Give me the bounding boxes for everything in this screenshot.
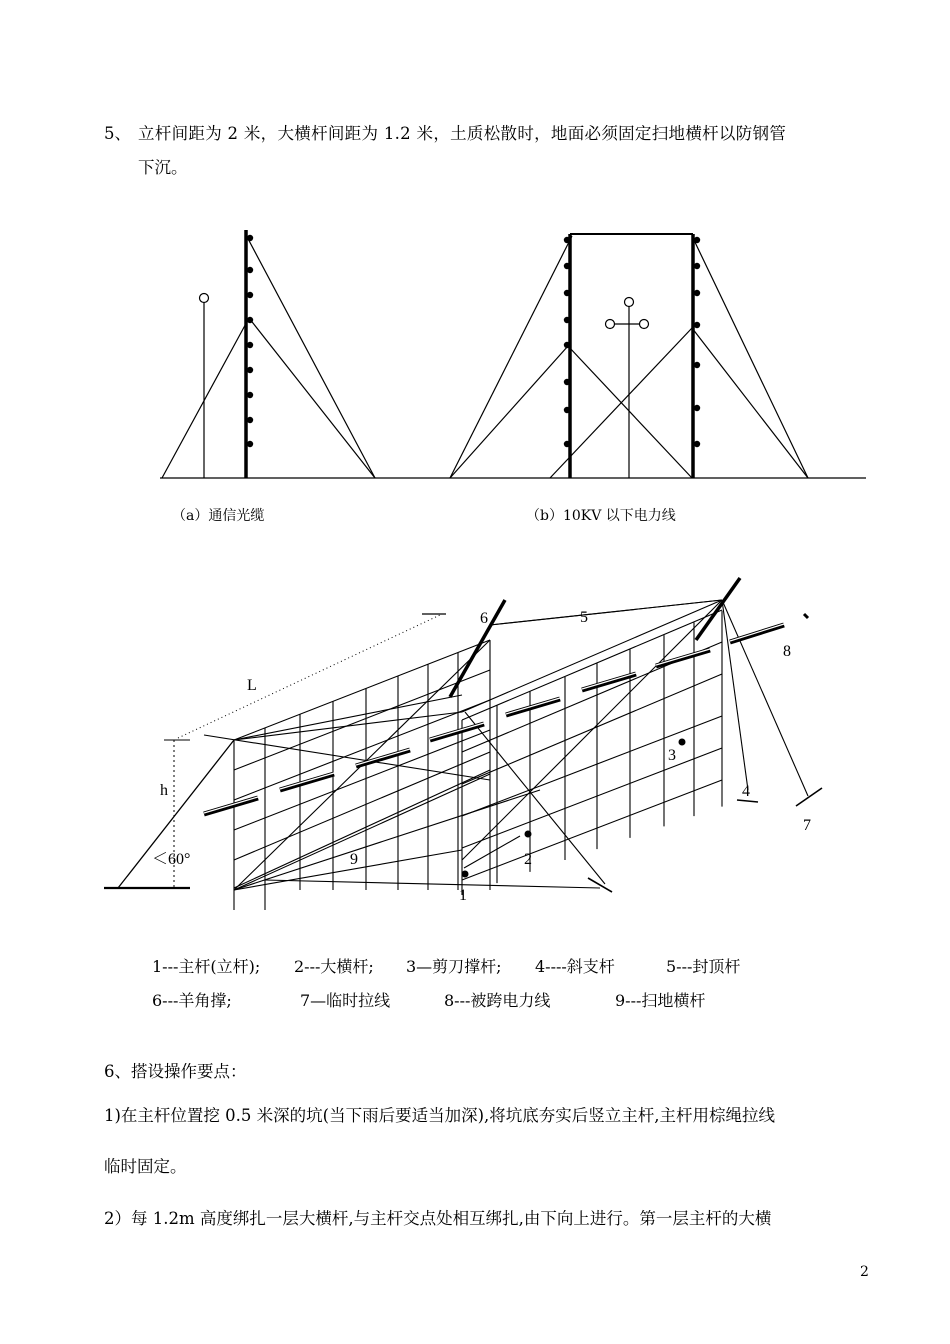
power-line-8-highlight — [582, 673, 636, 689]
goat-horn-brace-6 — [450, 600, 505, 697]
node-dot — [679, 739, 686, 746]
power-line-end — [804, 614, 808, 618]
ledger-bar — [234, 770, 490, 888]
brace-bar — [464, 836, 520, 868]
ledger-bar — [234, 774, 490, 890]
power-line-8-highlight — [356, 749, 410, 765]
label-n9: 9 — [350, 851, 358, 868]
power-line-8-highlight — [204, 797, 258, 813]
brace-bar — [234, 790, 540, 890]
power-line-8 — [506, 699, 560, 715]
anchor-stub — [737, 800, 758, 802]
power-line-8 — [204, 798, 258, 814]
section5-line1: 立杆间距为 2 米，大横杆间距为 1.2 米，土质松散时，地面必须固定扫地横杆以防钢管 — [138, 124, 787, 143]
legend-1: 1---主杆(立杆); — [152, 957, 261, 976]
section6-item1-line2: 临时固定。 — [104, 1157, 187, 1176]
node-dot — [462, 871, 469, 878]
caption-a: （a）通信光缆 — [172, 508, 265, 524]
power-line-8-highlight — [280, 773, 334, 789]
page-number: 2 — [860, 1264, 869, 1280]
legend-2: 2---大横杆; — [294, 957, 374, 976]
power-line-8 — [730, 625, 784, 642]
ledger-bar — [462, 610, 722, 720]
legend-8: 8---被跨电力线 — [444, 991, 551, 1010]
anchor-stub — [796, 788, 822, 806]
label-n8: 8 — [783, 643, 791, 660]
node-dot — [525, 831, 532, 838]
label-n1: 1 — [459, 887, 467, 904]
scissor-brace — [462, 600, 722, 860]
power-line-8 — [280, 774, 334, 790]
label-n5: 5 — [580, 609, 588, 626]
section5-line2: 下沉。 — [138, 158, 188, 177]
power-line-8-highlight — [730, 624, 784, 641]
section5-number: 5、 — [104, 124, 131, 143]
power-line-8 — [430, 724, 484, 740]
legend-3: 3—剪刀撑杆; — [406, 957, 502, 976]
label-n3: 3 — [668, 747, 676, 764]
label-n4: 4 — [742, 783, 750, 800]
brace-bar — [204, 735, 490, 780]
ledger-bar — [462, 716, 722, 816]
legend-9: 9---扫地横杆 — [615, 991, 706, 1010]
ledger-bar — [234, 752, 490, 860]
label-n2: 2 — [524, 851, 532, 868]
ledger-bar — [234, 730, 490, 830]
ledger-bar — [462, 674, 722, 784]
goat-horn-brace — [696, 578, 740, 640]
label-L: L — [247, 677, 257, 694]
brace-bar — [265, 880, 600, 888]
section6-item2-line1: 2）每 1.2m 高度绑扎一层大横杆,与主杆交点处相互绑扎,由下向上进行。第一层主杆的大横 — [104, 1209, 772, 1228]
power-line-8-highlight — [506, 698, 560, 714]
legend-6: 6---羊角撑; — [152, 991, 232, 1010]
top-bar — [490, 600, 722, 625]
ledger-bar — [234, 670, 490, 770]
section6-item1-line1: 1)在主杆位置挖 0.5 米深的坑(当下雨后要适当加深),将坑底夯实后竖立主杆,主杆用棕绳拉线 — [104, 1106, 776, 1125]
label-n6: 6 — [480, 610, 488, 627]
power-line-8-highlight — [430, 723, 484, 739]
caption-b: （b）10KV 以下电力线 — [526, 508, 676, 524]
section6-heading: 6、搭设操作要点： — [104, 1062, 247, 1081]
legend-5: 5---封顶杆 — [666, 957, 741, 976]
legend-7: 7—临时拉线 — [300, 991, 391, 1010]
label-h: h — [160, 782, 168, 799]
anchor-stub — [588, 878, 612, 892]
ledger-bar — [234, 640, 490, 740]
ledger-bar — [462, 780, 722, 880]
label-n7: 7 — [803, 817, 811, 834]
label-angle: ＜60° — [152, 851, 191, 868]
legend-4: 4----斜支杆 — [535, 957, 615, 976]
ledger-bar — [462, 748, 722, 848]
